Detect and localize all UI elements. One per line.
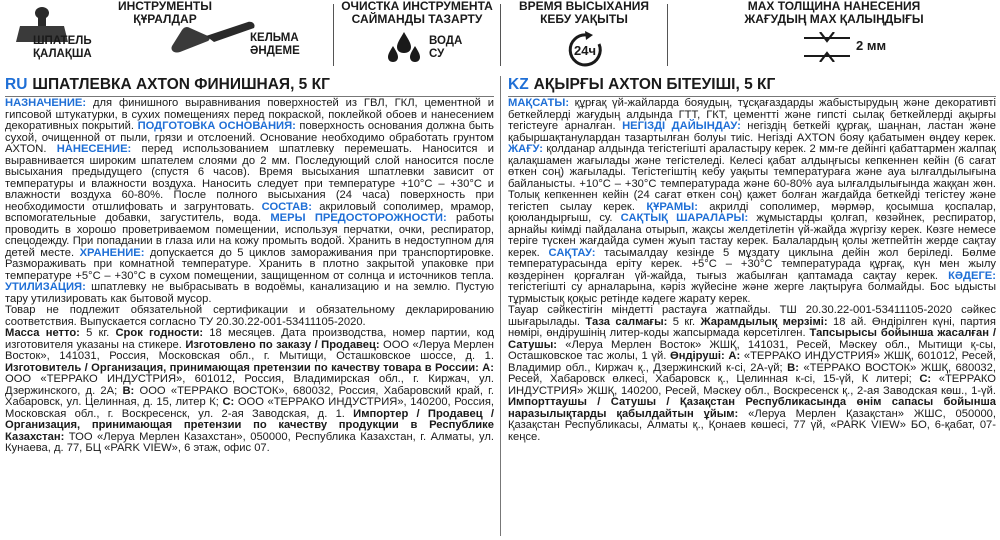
ru-storage-key: ХРАНЕНИЕ: [79, 246, 145, 259]
cleaning-panel [334, 0, 500, 72]
ru-body [5, 98, 494, 455]
ru-prep-key: ПОДГОТОВКА ОСНОВАНИЯ: [137, 120, 296, 132]
kz-madefor-key: Тапсырысы бойынша жасалған / Сатушы: [508, 327, 996, 351]
trowel-label-line1: КЕЛЬМА [250, 32, 299, 44]
ru-maker-v-key: В: [122, 384, 135, 397]
kz-net-key: Таза салмағы: [585, 315, 668, 328]
thickness-title-line1: MAX ТОЛЩИНА НАНЕСЕНИЯ [747, 0, 921, 13]
ru-madefor-text: ООО «Леруа Мерлен Восток», 141031, Россия, Московская обл., г. Мытищи, Осташковское шоссе, д. 1. [5, 338, 494, 362]
spatula-label-line2: ҚАЛАҚША [33, 47, 92, 60]
ru-disposal-key: УТИЛИЗАЦИЯ: [5, 281, 86, 293]
kz-body [508, 98, 996, 443]
kz-purpose-key: МАҚСАТЫ: [508, 97, 570, 109]
kz-safety-key: САҚТЫҚ ШАРАЛАРЫ: [620, 212, 749, 224]
kz-importer-key: Импорттаушы / Сатушы / Қазақстан Республикасында өнім сапасы бойынша наразылықтарды қабылдайтын ұйым: [508, 396, 996, 420]
ru-disposal-text: шпатлевку не выбрасывать в водоёмы, канализацию и на землю. Пустую тару утилизировать как бытовой мусор. [5, 281, 494, 305]
kz-shelf-text: 18 ай. Өндірілген күні, партия нөмірі, өндірушінің литер-коды жапсырмада көрсетілген. [508, 315, 996, 339]
ru-apply-key: НАНЕСЕНИЕ: [56, 143, 132, 155]
kz-maker-key: Өндіруші: [670, 350, 725, 362]
ru-cert-text: Товар не подлежит обязательной сертификации и обязательному декларированию соответствия. Выпускается согласно ТУ 20.30.22-001-53411105-2020. [5, 304, 494, 328]
kz-apply-text: қолданар алдында тегістегішті араластыру керек. 2 мм-ге дейінгі қабаттармен жалпақ қалақшамен жағылады және тегістеледі. Келесі қабат алдыңғысы кепкеннен кейін (6 сағат өткен соң) жағылады. Тегістегіштің кебу уақыты температураға және ауа ылғалдылығына байланысты. +10°С – +30°С температурада және 60-80% ауа ылғалдылығында жаққан жөн. Толық кепкеннен кейін (24 сағат өткен соң) қажет болған жағдайда беткейді тегістеу және тегістеп сылау керек. [508, 143, 996, 213]
kz-maker-s-text: «ТЕРРАКО ИНДУСТРИЯ» ЖШҚ, 140200, Ресей, Мәскеу обл., Воскресенск қ., 2-ая Заводская көш., 1-үй. [508, 373, 996, 397]
cleaning-title-line1: ОЧИСТКА ИНСТРУМЕНТА [341, 0, 493, 13]
kz-safety-text: жұмыстарды қолғап, көзәйнек, респиратор, арнайы киімді пайдалана отырып, жақсы желдетілетін үй-жайда жүргізу керек. Көзге немесе теріге түскен жағдайда сумен жуып тастау керек. Балалардың қолы жетпейтін жерде сақтау керек. [508, 212, 996, 259]
ru-legal [5, 305, 494, 455]
trowel-icon [170, 16, 260, 56]
drying-title-line1: ВРЕМЯ ВЫСЫХАНИЯ [518, 0, 650, 13]
thickness-title [668, 0, 1000, 26]
ru-madefor-key: Изготовлено по заказу / Продавец: [185, 338, 380, 351]
cleaning-title [334, 0, 500, 26]
ru-net-key: Масса нетто: [5, 327, 80, 339]
kz-maker-v-key: В: [787, 361, 799, 374]
drying-title-line2: КЕБУ УАҚЫТЫ [540, 12, 628, 26]
ru-lang-code: RU [5, 76, 28, 93]
kz-maker-a-key: А: [724, 350, 741, 362]
water-label-line2: СУ [429, 47, 445, 60]
ru-shelf-key: Срок годности: [115, 327, 204, 339]
ru-purpose-text: для финишного выравнивания поверхностей из ГВЛ, ГКЛ, цементной и гипсовой штукатурки, в сухих помещениях перед покраской, поклейкой обоев и нанесением декоративных покрытий. [5, 97, 494, 132]
drying-panel [501, 0, 667, 72]
ru-maker-s-text: ООО «ТЕРРАКО ИНДУСТРИЯ», 140200, Россия, Московская обл., г. Воскресенск, ул. 2-ая Заводская, д. 1. [5, 396, 494, 420]
kz-prep-text: негіздің беткейі құрғақ, шаңнан, ластан және қабыршақтанулардан тазартылған болуы тиіс. Негізді AXTON бояу қабатымен өңдеу керек. [508, 120, 996, 144]
thickness-value: 2 мм [856, 38, 887, 53]
kz-maker-a-text: «ТЕРРАКО ИНДУСТРИЯ» ЖШҚ, 601012, Ресей, Владимир обл., Киржач қ., Дзержинский к-сі, 2А-үй; [508, 350, 996, 374]
trowel-label-line2: ӘНДЕМЕ [250, 44, 300, 57]
ru-maker-s-key: С: [222, 396, 235, 408]
kz-product-title: АҚЫРҒЫ AXTON БІТЕУІШІ, 5 КГ [533, 76, 776, 93]
kz-shelf-key: Жарамдылық мерзімі: [700, 315, 828, 328]
ru-maker-v-text: ООО «ТЕРРАКО ВОСТОК», 680032, Россия, Хабаровский край, г. Хабаровск, ул. Целинная, д. 15, литер К; [5, 384, 494, 408]
cleaning-title-line2: САЙМАНДЫ ТАЗАРТУ [351, 12, 483, 26]
kz-storage-key: САҚТАУ: [548, 246, 596, 259]
ru-safety-text: работы проводить в хорошо проветриваемом помещении, используя перчатки, очки, респиратор, спецодежду. При попадании в глаза или на кожу промыть водой. Хранить в недоступном для детей месте. [5, 212, 494, 259]
kz-heading [508, 76, 996, 97]
trowel-label [250, 32, 300, 57]
spatula-label [33, 35, 92, 60]
kz-legal [508, 305, 996, 443]
water-label-line1: ВОДА [429, 35, 463, 47]
kz-maker-s-key: С: [919, 373, 932, 385]
kz-apply-key: ЖАҒУ: [508, 143, 543, 155]
ru-safety-key: МЕРЫ ПРЕДОСТОРОЖНОСТИ: [270, 212, 447, 224]
icon-strip [0, 0, 1000, 72]
ru-importer-key: Импортер / Продавец / Организация, принимающая претензии по качеству продукции в Республике Казахстан: [5, 407, 494, 443]
ru-prep-text: поверхность основания должна быть сухой, очищенной от пыли, грязи и отслоений. Основание необходимо обработать грунтом AXTON. [5, 120, 494, 155]
thickness-panel [668, 0, 1000, 72]
kz-importer-text: «Леруа Мерлен Қазақстан» ЖШС, 050000, Қазақстан Республикасы, Алматы қ., Қонаев көшесі, 77 үй, «PARK VIEW» БО, 6-қабат, 07-кеңсе. [508, 407, 996, 443]
ru-net-text: 5 кг. [79, 327, 116, 339]
ru-storage-text: допускается до 5 циклов замораживания при транспортировке. Размораживать при комнатной температуре. Хранить в плотно закрытой упаковке при температуре +5°С – +30°С в сухом помещении, защищенном от солнца и источников тепла. [5, 246, 494, 282]
tools-title-line1: ИНСТРУМЕНТЫ [117, 0, 213, 13]
kz-disposal-text: тегістегішті су арналарына, кәріз жүйесіне және жерге лақтыруға болмайды. Бос ыдысты тұрмыстық қоқыс ретінде кәдеге жарату керек. [508, 281, 996, 305]
drying-title [501, 0, 667, 26]
column-divider [500, 76, 501, 536]
tools-title-line2: ҚҰРАЛДАР [133, 12, 197, 26]
kz-comp-text: акрилді сополимер, мәрмәр, қосымша қоспалар, қоюландырғыш, су. [508, 200, 996, 224]
kz-madefor-text: «Леруа Мерлен Восток» ЖШҚ, 141031, Ресей, Мәскеу обл., Мытищи қ-сы, Осташковское тас жолы, 1 үй. [508, 338, 996, 362]
ru-importer-text: ТОО «Леруа Мерлен Казахстан», 050000, Республика Казахстан, г. Алматы, ул. Кунаева, д. 77, БЦ «PARK VIEW», 6 этаж, офис 07. [5, 430, 494, 454]
thickness-icon [802, 32, 852, 62]
ru-section [5, 76, 494, 538]
ru-comp-key: СОСТАВ: [261, 200, 312, 213]
kz-storage-text: тасымалдау кезінде 5 мұздату циклына дейін жол беріледі. Бөлме температурасында еріту керек. +5°С – +30°С температурада құрғақ, күн мен жылу көздерінен қорғалған үй-жайда, тығыз жабылған қаптамада сақтау керек. [508, 246, 996, 282]
ru-shelf-text: 18 месяцев. Дата производства, номер партии, код изготовителя указаны на стикере. [5, 327, 494, 351]
ru-product-title: ШПАТЛЕВКА AXTON ФИНИШНАЯ, 5 КГ [32, 76, 330, 93]
thickness-title-line2: ЖАҒУДЫҢ MAX ҚАЛЫҢДЫҒЫ [744, 12, 924, 26]
ru-maker-a-text: ООО «ТЕРРАКО ИНДУСТРИЯ», 601012, Россия, Владимирская обл., г. Киржач, ул. Дзержинского, д. 2А; [5, 373, 494, 397]
kz-lang-code: KZ [508, 76, 529, 93]
ru-apply-text: перед использованием шпатлевку перемешать. Наносится и выравнивается широким шпателем слоями до 2 мм. Последующий слой наносится после высыхания предыдущего (спустя 6 часов). Время высыхания шпатлевки зависит от температуры и влажности воздуха. Наносить следует при температуре +10°С – +30°С и влажности воздуха 60-80%. После полного высыхания (24 часа) поверхность при необходимости отшлифовать и загрунтовать. [5, 143, 494, 213]
kz-net-text: 5 кг. [667, 315, 701, 328]
water-drops-icon [384, 30, 424, 66]
kz-cert-text: Тауар сәйкестігін міндетті растауға жатпайды. ТШ 20.30.22-001-53411105-2020 сәйкес шығарылады. [508, 304, 996, 328]
kz-disposal-key: КӘДЕГЕ: [948, 269, 996, 282]
ru-comp-text: акриловый сополимер, мрамор, вспомогательные добавки, загуститель, вода. [5, 200, 494, 224]
tools-panel [0, 0, 330, 72]
spatula-label-line1: ШПАТЕЛЬ [33, 35, 92, 47]
ru-heading [5, 76, 494, 97]
kz-section [508, 76, 996, 538]
ru-instructions [5, 98, 494, 305]
ru-maker-key: Изготовитель / Организация, принимающая претензии по качеству товара в России: [5, 361, 479, 374]
ru-purpose-key: НАЗНАЧЕНИЕ: [5, 97, 87, 109]
kz-comp-key: ҚҰРАМЫ: [646, 200, 698, 213]
kz-instructions [508, 98, 996, 305]
drying-hours: 24ч [573, 43, 596, 58]
kz-prep-key: НЕГІЗДІ ДАЙЫНДАУ: [622, 120, 741, 132]
water-label [429, 35, 462, 60]
kz-maker-v-text: «ТЕРРАКО ВОСТОК» ЖШҚ, 680032, Ресей, Хабаровск өлкесі, Хабаровск қ., Целинная к-сі, 15-үй, К литері; [508, 361, 996, 385]
ru-maker-a-key: А: [478, 361, 494, 374]
kz-purpose-text: құрғақ үй-жайларда бояудың, тұсқағаздарды жабыстырудың және декоративті беткейлерді жағудың алдында ГТТ, ГКТ, цементті және гипсті сылақ беткейлерді ақырғы тегістеуге арналған. [508, 97, 996, 132]
